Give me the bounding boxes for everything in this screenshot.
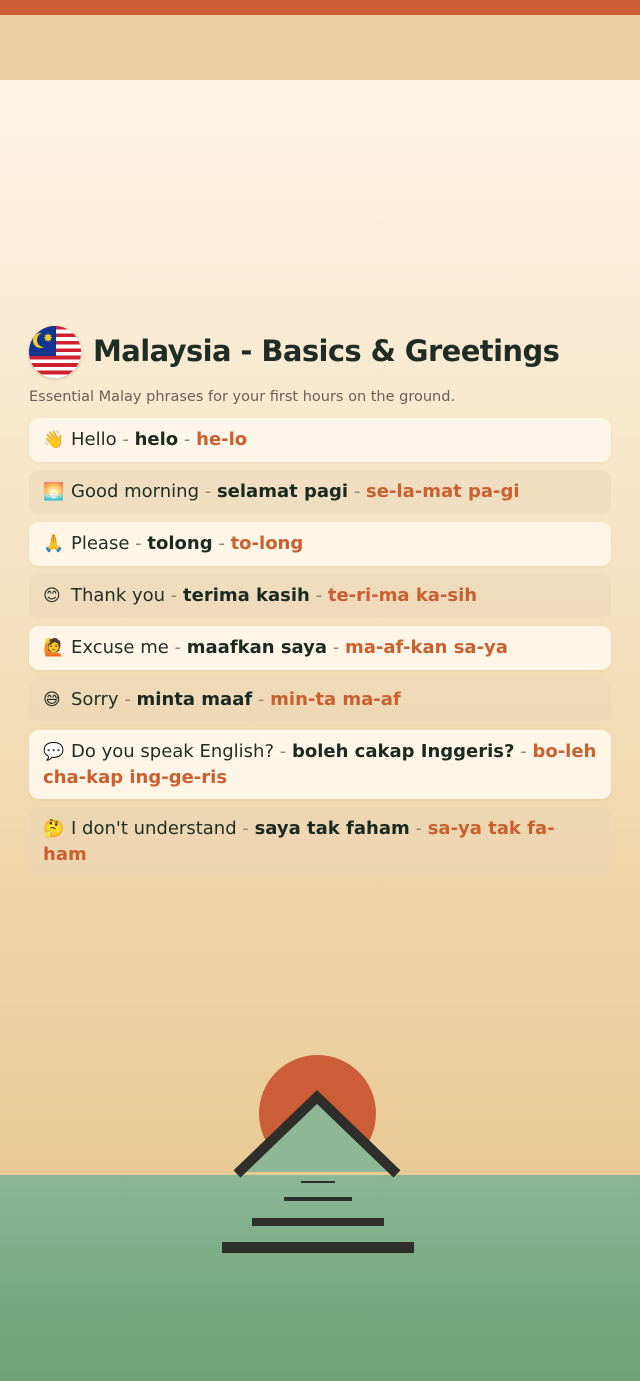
temple-step-2 bbox=[284, 1197, 352, 1201]
temple-step-4 bbox=[222, 1242, 414, 1253]
phrase-english: Sorry bbox=[71, 689, 119, 710]
phrase-malay: maafkan saya bbox=[186, 637, 328, 658]
phrase-malay: minta maaf bbox=[136, 689, 253, 710]
phrase-separator: - bbox=[174, 637, 182, 658]
phrase-separator: - bbox=[204, 481, 212, 502]
phrase-pronunciation: te-ri-ma ka-sih bbox=[327, 585, 478, 606]
page-subtitle: Essential Malay phrases for your first hours on the ground. bbox=[29, 389, 456, 405]
phrase-separator: - bbox=[242, 818, 249, 839]
folded-hands-icon: 🙏 bbox=[43, 534, 65, 554]
sunrise-icon: 🌅 bbox=[43, 482, 65, 502]
phrase-malay: terima kasih bbox=[183, 585, 310, 606]
temple-step-1 bbox=[301, 1181, 335, 1183]
phrase-separator: - bbox=[353, 481, 361, 502]
thinking-face-icon: 🤔 bbox=[43, 819, 65, 839]
phrase-english: Thank you bbox=[71, 585, 166, 606]
phrase-row-good-morning bbox=[29, 470, 611, 514]
smiling-face-icon: 😊 bbox=[43, 586, 61, 606]
temple-roof-illustration bbox=[0, 1088, 640, 1178]
phrase-pronunciation: he-lo bbox=[196, 429, 248, 450]
phrase-separator: - bbox=[218, 533, 225, 554]
phrase-row-please bbox=[29, 522, 611, 566]
phrase-separator: - bbox=[124, 689, 131, 710]
phrase-pronunciation: to-long bbox=[230, 533, 304, 554]
phrase-pronunciation: sa-ya tak fa-ham bbox=[43, 818, 555, 865]
sea-illustration bbox=[0, 1175, 640, 1381]
phrase-row-dont-understand bbox=[29, 807, 611, 876]
phrase-english: Hello bbox=[71, 429, 117, 450]
waving-hand-icon: 👋 bbox=[43, 430, 65, 450]
temple-step-3 bbox=[252, 1218, 384, 1226]
flag-star-icon: ✸ bbox=[43, 331, 54, 345]
phrase-separator: - bbox=[520, 741, 527, 762]
speech-bubble-icon: 💬 bbox=[43, 742, 65, 762]
phrase-malay: tolong bbox=[147, 533, 213, 554]
phrase-row-thank-you bbox=[29, 574, 611, 618]
phrase-row-speak-english bbox=[29, 730, 611, 799]
phrase-malay: selamat pagi bbox=[216, 481, 349, 502]
page-header bbox=[29, 326, 619, 380]
phrase-row-hello bbox=[29, 418, 611, 462]
phrase-english: Please bbox=[71, 533, 130, 554]
phrase-pronunciation: bo-leh cha-kap ing-ge-ris bbox=[43, 741, 597, 788]
phrase-separator: - bbox=[415, 818, 422, 839]
phrase-pronunciation: min-ta ma-af bbox=[270, 689, 401, 710]
phrase-english: I don't understand bbox=[71, 818, 237, 839]
phrase-list bbox=[29, 418, 611, 884]
phrase-english: Do you speak English? bbox=[71, 741, 274, 762]
malaysia-flag-icon bbox=[29, 326, 81, 378]
grinning-sweat-icon: 😅 bbox=[43, 690, 61, 710]
phrase-separator: - bbox=[332, 637, 340, 658]
phrase-row-sorry bbox=[29, 678, 611, 722]
phrase-separator: - bbox=[122, 429, 129, 450]
phrase-separator: - bbox=[257, 689, 265, 710]
top-band bbox=[0, 15, 640, 80]
page-title: Malaysia - Basics & Greetings bbox=[93, 334, 560, 368]
phrase-malay: helo bbox=[134, 429, 179, 450]
phrase-malay: boleh cakap Inggeris? bbox=[291, 741, 515, 762]
phrase-english: Excuse me bbox=[71, 637, 169, 658]
phrase-separator: - bbox=[170, 585, 178, 606]
phrase-row-excuse-me bbox=[29, 626, 611, 670]
phrase-separator: - bbox=[135, 533, 142, 554]
phrase-english: Good morning bbox=[71, 481, 199, 502]
phrase-separator: - bbox=[315, 585, 323, 606]
raising-hand-icon: 🙋 bbox=[43, 638, 65, 658]
phrase-pronunciation: se-la-mat pa-gi bbox=[366, 481, 520, 502]
phrase-separator: - bbox=[279, 741, 287, 762]
top-accent-bar bbox=[0, 0, 640, 15]
phrase-pronunciation: ma-af-kan sa-ya bbox=[345, 637, 508, 658]
phrase-separator: - bbox=[183, 429, 191, 450]
phrase-malay: saya tak faham bbox=[254, 818, 410, 839]
